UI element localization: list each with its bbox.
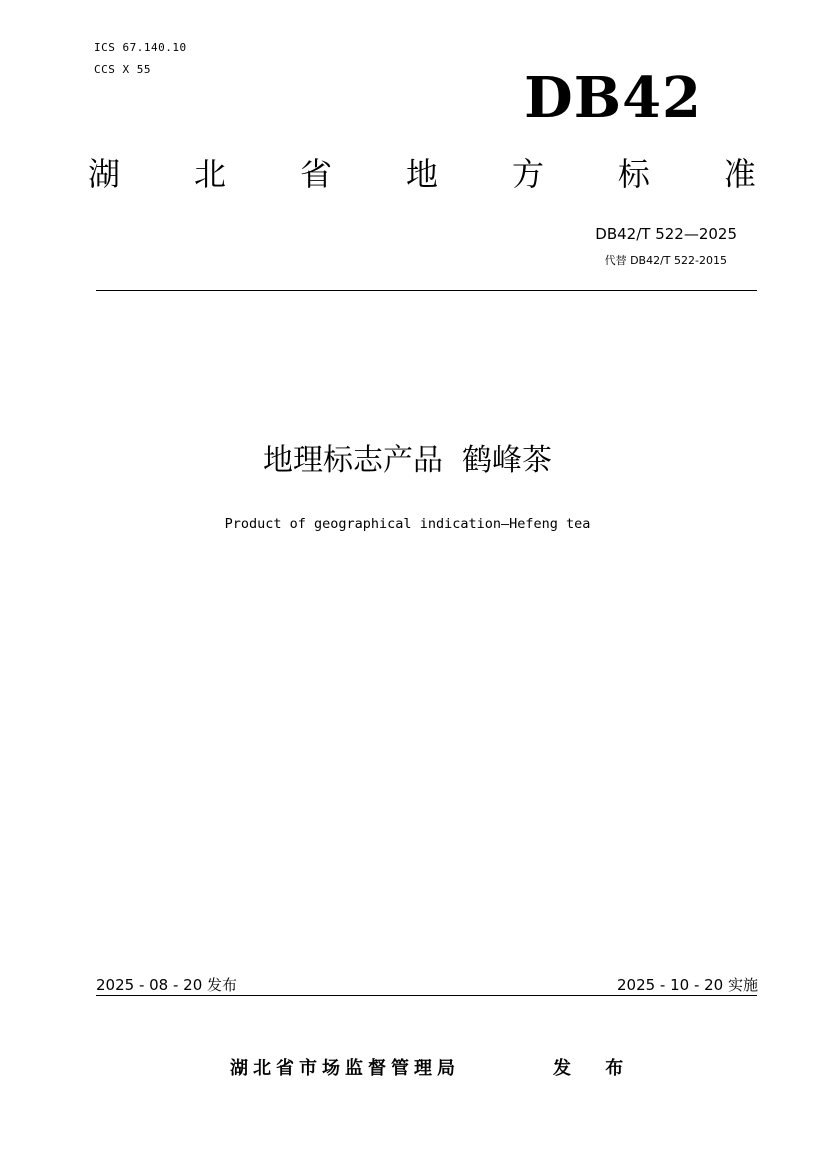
standard-type-char: 北 xyxy=(193,155,226,193)
bottom-divider xyxy=(96,995,757,996)
implementation-date: 2025 - 10 - 20 实施 xyxy=(616,976,758,994)
ccs-code: CCS X 55 xyxy=(94,63,151,76)
issue-label: 发 布 xyxy=(553,1058,638,1079)
standard-type-char: 准 xyxy=(723,155,756,193)
db42-logo: DB42 xyxy=(524,65,702,131)
document-title-chinese: 地理标志产品 鹤峰茶 xyxy=(262,443,553,478)
top-divider xyxy=(96,290,757,291)
standard-number: DB42/T 522—2025 xyxy=(595,225,737,243)
document-title-english: Product of geographical indication—Hefeng tea xyxy=(224,516,591,532)
standard-type-char: 省 xyxy=(299,155,332,193)
ics-code: ICS 67.140.10 xyxy=(94,41,187,54)
standard-type-char: 湖 xyxy=(88,155,121,193)
issuing-authority: 湖北省市场监督管理局 xyxy=(230,1058,460,1079)
standard-type-char: 地 xyxy=(405,155,438,193)
standard-type-char: 方 xyxy=(511,155,544,193)
replaces-standard: 代替 DB42/T 522-2015 xyxy=(604,254,727,267)
issue-date: 2025 - 08 - 20 发布 xyxy=(96,976,238,994)
standard-type-heading xyxy=(88,155,756,193)
standard-type-char: 标 xyxy=(617,155,650,193)
